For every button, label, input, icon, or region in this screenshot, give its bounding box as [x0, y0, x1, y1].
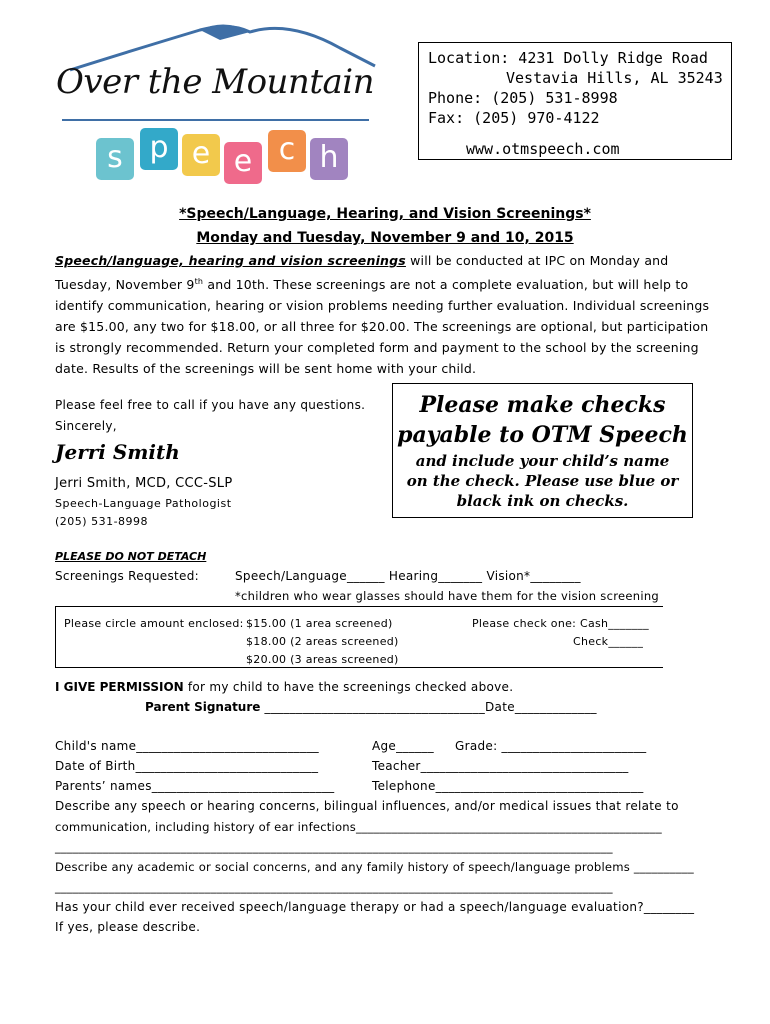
parent-signature-row	[145, 700, 597, 714]
logo-tile-p: p	[140, 128, 178, 170]
grade-field[interactable]: Grade: _______________________	[455, 739, 647, 753]
amount-option-2[interactable]: $18.00 (2 areas screened)	[246, 635, 399, 648]
website-link[interactable]: www.otmspeech.com	[466, 140, 620, 158]
slp-role: Speech-Language Pathologist	[55, 497, 232, 510]
intro-text2: and 10th. These screenings are not a complete evaluation, but will help to identify communication, hearing or vision problems needing further evaluation. Individual screenings are $15.00, any two for $18.00, or all three for $20.00. The screenings are optional, but participation is strongly recommended. Return your completed form and payment to the school by the screening date. Results of the screenings will be sent home with your child.	[55, 277, 710, 377]
blank-line-2[interactable]: _____________________________________________________________________________________________	[55, 880, 613, 894]
checks-notice-box	[392, 383, 693, 518]
permission-line	[55, 680, 513, 694]
intro-text1: will be conducted at IPC on Monday and Tuesday, November 9	[55, 253, 669, 293]
address-line2: Vestavia Hills, AL 35243	[506, 69, 723, 87]
parents-names-field[interactable]: Parents’ names_____________________________	[55, 779, 335, 793]
logo-tiles	[96, 128, 339, 184]
payment-check-field[interactable]: Check______	[573, 635, 644, 648]
phone-number: Phone: (205) 531-8998	[428, 89, 618, 107]
permission-bold: I GIVE PERMISSION	[55, 680, 184, 694]
address-line1: Location: 4231 Dolly Ridge Road	[428, 49, 708, 67]
logo-tile-e: e	[182, 134, 220, 176]
child-name-field[interactable]: Child's name_____________________________	[55, 739, 319, 753]
logo-underline	[62, 119, 369, 121]
signature: Jerri Smith	[55, 440, 180, 464]
amount-option-1[interactable]: $15.00 (1 area screened)	[246, 617, 393, 630]
payment-cash-field[interactable]: Please check one: Cash_______	[472, 617, 649, 630]
age-field[interactable]: Age______	[372, 739, 434, 753]
checks-line3: and include your child’s name	[415, 452, 670, 470]
intro-lead: Speech/language, hearing and vision screenings	[55, 253, 406, 268]
blank-line-1[interactable]: _____________________________________________________________________________________________	[55, 840, 613, 854]
circle-amount-label: Please circle amount enclosed:	[64, 617, 244, 630]
teacher-field[interactable]: Teacher_________________________________	[372, 759, 629, 773]
logo-title: Over the Mountain	[56, 62, 375, 102]
logo-tile-h: h	[310, 138, 348, 180]
parent-signature-label: Parent Signature	[145, 700, 261, 714]
page-title: *Speech/Language, Hearing, and Vision Screenings*	[179, 206, 591, 222]
communication-field[interactable]: communication, including history of ear infections___________________________________________________	[55, 820, 662, 834]
if-yes-text: If yes, please describe.	[55, 920, 201, 934]
screening-date: Monday and Tuesday, November 9 and 10, 2015	[196, 230, 574, 246]
checks-line1: Please make checks	[419, 392, 666, 418]
dob-field[interactable]: Date of Birth_____________________________	[55, 759, 319, 773]
intro-paragraph	[55, 250, 715, 379]
amount-option-3[interactable]: $20.00 (3 areas screened)	[246, 653, 399, 666]
intro-sup: th	[194, 277, 204, 286]
logo-tile-s: s	[96, 138, 134, 180]
call-text: Please feel free to call if you have any questions.	[55, 398, 366, 412]
screenings-requested-label: Screenings Requested:	[55, 569, 199, 583]
describe-speech-text: Describe any speech or hearing concerns, bilingual influences, and/or medical issues that relate to	[55, 799, 679, 813]
logo-tile-e: e	[224, 142, 262, 184]
sincerely-text: Sincerely,	[55, 419, 117, 433]
screenings-requested-fields[interactable]: Speech/Language______ Hearing_______ Vision*________	[235, 569, 581, 583]
checks-line2: payable to OTM Speech	[397, 422, 688, 448]
location-box	[418, 42, 732, 160]
describe-academic-field[interactable]: Describe any academic or social concerns, and any family history of speech/language problems __________	[55, 860, 694, 874]
glasses-note: *children who wear glasses should have them for the vision screening	[235, 589, 660, 603]
slp-name: Jerri Smith, MCD, CCC-SLP	[55, 476, 233, 491]
permission-rest: for my child to have the screenings checked above.	[183, 680, 514, 694]
checks-line5: black ink on checks.	[456, 492, 629, 510]
telephone-field[interactable]: Telephone_________________________________	[372, 779, 644, 793]
checks-line4: on the check. Please use blue or	[406, 472, 679, 490]
slp-phone: (205) 531-8998	[55, 515, 149, 528]
fax-number: Fax: (205) 970-4122	[428, 109, 600, 127]
parent-signature-field[interactable]: ___________________________________Date_____________	[260, 700, 597, 714]
therapy-question-field[interactable]: Has your child ever received speech/language therapy or had a speech/language evaluation?________	[55, 900, 695, 914]
detach-notice: PLEASE DO NOT DETACH	[55, 550, 207, 563]
logo-tile-c: c	[268, 130, 306, 172]
